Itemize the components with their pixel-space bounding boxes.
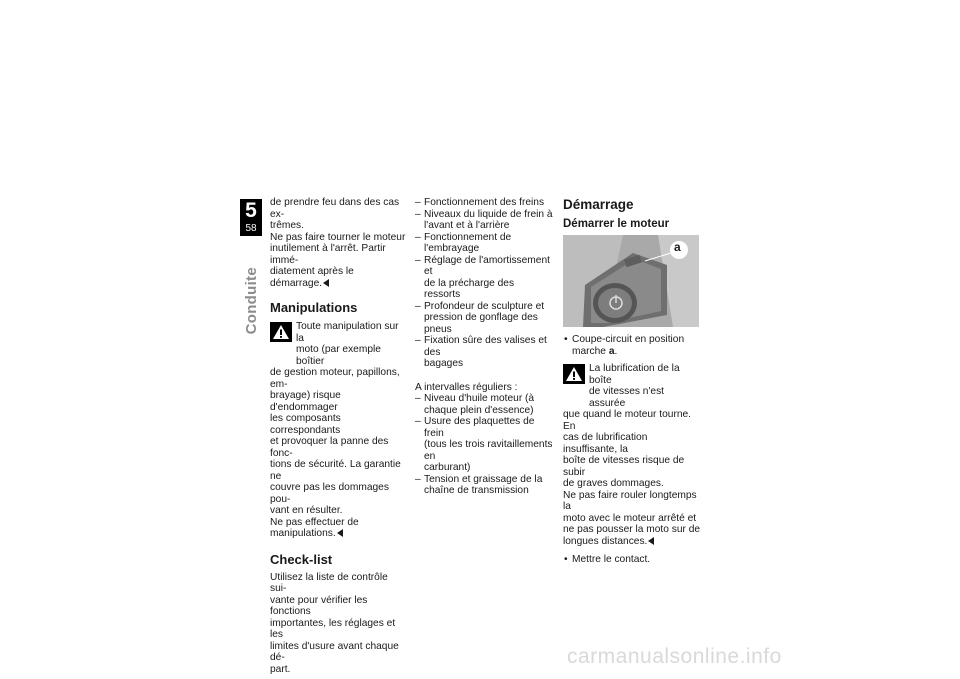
end-mark-icon <box>648 537 654 545</box>
page-number: 58 <box>245 223 257 234</box>
column-2 <box>415 197 553 497</box>
column-3 <box>563 197 703 566</box>
warning-block: La lubrification de la boîte de vitesses n'est assurée que quand le moteur tourne. En cas de lubrification insuffisante, la boîte de vitesses risque de subir de graves dommages. Ne pas faire rouler longtemps la moto avec le moteur arrêté et ne pas pousser la moto sur de longues distances. <box>563 363 701 547</box>
warning-icon <box>563 364 585 384</box>
chapter-tab <box>240 199 262 236</box>
interval-label: A intervalles réguliers : <box>415 381 518 393</box>
chapter-title-vertical <box>244 254 258 334</box>
start-steps-2 <box>563 554 703 566</box>
chapter-title: Conduite <box>242 266 260 334</box>
warning-block: Toute manipulation sur la moto (par exemple boîtier de gestion moteur, papillons, em- brayage) risque d'endommager les composants correspondants et provoquer la panne des fonc- tions de sécurité. La garantie ne couvre pas les dommages pou- vant en résulter. Ne pas effectuer de manipulations. <box>270 321 401 539</box>
chapter-number: 5 <box>245 199 257 222</box>
list-item: – Tension et graissage de la chaîne de transmission <box>415 474 553 497</box>
watermark: carmanualsonline.info <box>567 645 782 668</box>
list-item: – Fonctionnement des freins <box>415 197 553 209</box>
list-item: • Coupe-circuit en position marche a. <box>563 334 703 357</box>
kill-switch-photo <box>563 235 699 327</box>
column-1 <box>270 197 406 675</box>
list-item: – Niveaux du liquide de frein à l'avant et à l'arrière <box>415 209 553 232</box>
list-item: – Réglage de l'amortissement et de la précharge des ressorts <box>415 255 553 301</box>
list-item: – Fixation sûre des valises et des bagages <box>415 335 553 370</box>
section-heading-checklist: Check-list <box>270 551 333 567</box>
photo-callout-label: a <box>674 240 681 254</box>
section-heading-manipulations: Manipulations <box>270 300 358 315</box>
list-item: – Profondeur de sculpture et pression de gonflage des pneus <box>415 301 553 336</box>
checklist-items <box>415 197 553 370</box>
warning-icon <box>270 322 292 342</box>
end-mark-icon <box>337 529 343 537</box>
list-item: – Fonctionnement de l'embrayage <box>415 232 553 255</box>
subheading-start-engine: Démarrer le moteur <box>563 218 670 230</box>
list-item: – Niveau d'huile moteur (à chaque plein d'essence) <box>415 393 553 416</box>
interval-items <box>415 393 553 497</box>
list-item: – Usure des plaquettes de frein (tous les trois ravitaillements en carburant) <box>415 416 553 474</box>
end-mark-icon <box>323 279 329 287</box>
intro-paragraph: de prendre feu dans des cas ex- trêmes. Ne pas faire tourner le moteur inutilement à l'arrêt. Partir immé- diatement après le démarrage. <box>270 197 406 289</box>
checklist-intro: Utilisez la liste de contrôle sui- vante pour vérifier les fonctions importantes, les réglages et les limites d'usure avant chaque dé- part. <box>270 571 399 675</box>
start-steps-1 <box>563 334 703 357</box>
section-heading-demarrage: Démarrage <box>563 197 634 212</box>
list-item: • Mettre le contact. <box>563 554 703 566</box>
